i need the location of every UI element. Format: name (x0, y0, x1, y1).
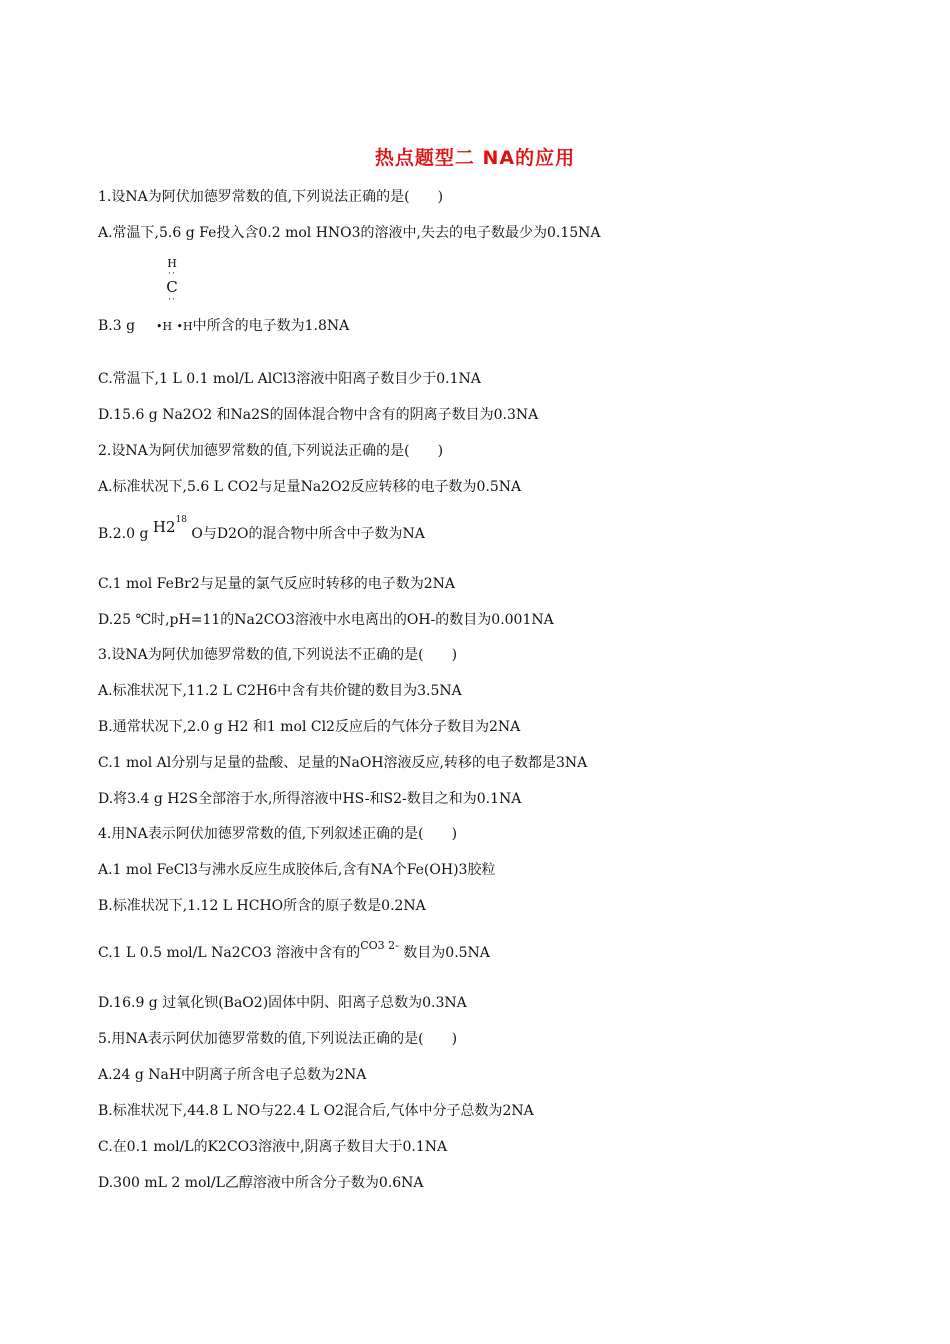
question-4-option-c (98, 939, 490, 963)
question-2-stem: 2.设NA为阿伏加德罗常数的值,下列说法正确的是( ) (98, 443, 444, 459)
question-4-option-a: A.1 mol FeCl3与沸水反应生成胶体后,含有NA个Fe(OH)3胶粒 (98, 862, 496, 878)
structure-h-right: •H (176, 320, 193, 333)
option-c-prefix: C.1 L 0.5 mol/L Na2CO3 溶液中含有的 (98, 945, 361, 961)
question-5-option-c: C.在0.1 mol/L的K2CO3溶液中,阴离子数目大于0.1NA (98, 1139, 448, 1155)
structure-dots-top: ·· (168, 269, 176, 279)
question-1-option-d: D.15.6 g Na2O2 和Na2S的固体混合物中含有的阴离子数目为0.3NA (98, 407, 539, 423)
question-4-stem: 4.用NA表示阿伏加德罗常数的值,下列叙述正确的是( ) (98, 826, 458, 842)
structure-h-left: •H (155, 320, 173, 333)
structure-h-top: H (167, 257, 177, 270)
carbonate-ion: CO3 2- (360, 939, 399, 952)
option-b-suffix: O与D2O的混合物中所含中子数为NA (191, 526, 425, 542)
option-b-prefix: B.3 g (98, 318, 136, 334)
question-3-stem: 3.设NA为阿伏加德罗常数的值,下列说法不正确的是( ) (98, 647, 458, 663)
question-5-option-b: B.标准状况下,44.8 L NO与22.4 L O2混合后,气体中分子总数为2NA (98, 1103, 534, 1119)
question-1-option-b (98, 317, 349, 336)
question-4-option-d: D.16.9 g 过氧化钡(BaO2)固体中阴、阳离子总数为0.3NA (98, 995, 467, 1011)
question-1-option-c: C.常温下,1 L 0.1 mol/L AlCl3溶液中阳离子数目少于0.1NA (98, 371, 481, 387)
page-title: 热点题型二 NA的应用 (374, 147, 576, 169)
question-2-option-b (98, 515, 425, 545)
structure-c: C (166, 278, 178, 296)
methyl-structure (165, 257, 179, 304)
question-5-option-d: D.300 mL 2 mol/L乙醇溶液中所含分子数为0.6NA (98, 1175, 424, 1191)
formula-h2: H2 (152, 518, 176, 536)
question-5-stem: 5.用NA表示阿伏加德罗常数的值,下列说法正确的是( ) (98, 1031, 458, 1047)
structure-dots-bottom: ·· (168, 295, 176, 305)
question-3-option-c: C.1 mol Al分别与足量的盐酸、足量的NaOH溶液反应,转移的电子数都是3NA (98, 755, 588, 771)
isotope-mass: 18 (175, 515, 187, 525)
question-4-option-b: B.标准状况下,1.12 L HCHO所含的原子数是0.2NA (98, 898, 426, 914)
question-2-option-a: A.标准状况下,5.6 L CO2与足量Na2O2反应转移的电子数为0.5NA (98, 479, 522, 495)
question-2-option-c: C.1 mol FeBr2与足量的氯气反应时转移的电子数为2NA (98, 576, 456, 592)
question-3-option-d: D.将3.4 g H2S全部溶于水,所得溶液中HS-和S2-数目之和为0.1NA (98, 791, 522, 807)
question-3-option-a: A.标准状况下,11.2 L C2H6中含有共价键的数目为3.5NA (98, 683, 462, 699)
question-1-option-a: A.常温下,5.6 g Fe投入含0.2 mol HNO3的溶液中,失去的电子数最少为0.15NA (98, 225, 601, 241)
question-3-option-b: B.通常状况下,2.0 g H2 和1 mol Cl2反应后的气体分子数目为2NA (98, 719, 521, 735)
option-b-prefix: B.2.0 g (98, 526, 149, 542)
question-1-stem: 1.设NA为阿伏加德罗常数的值,下列说法正确的是( ) (98, 189, 444, 205)
option-b-suffix: 中所含的电子数为1.8NA (192, 318, 350, 334)
option-c-suffix: 数目为0.5NA (403, 945, 490, 961)
question-5-option-a: A.24 g NaH中阴离子所含电子总数为2NA (98, 1067, 367, 1083)
question-2-option-d: D.25 ℃时,pH=11的Na2CO3溶液中水电离出的OH-的数目为0.001NA (98, 612, 554, 628)
